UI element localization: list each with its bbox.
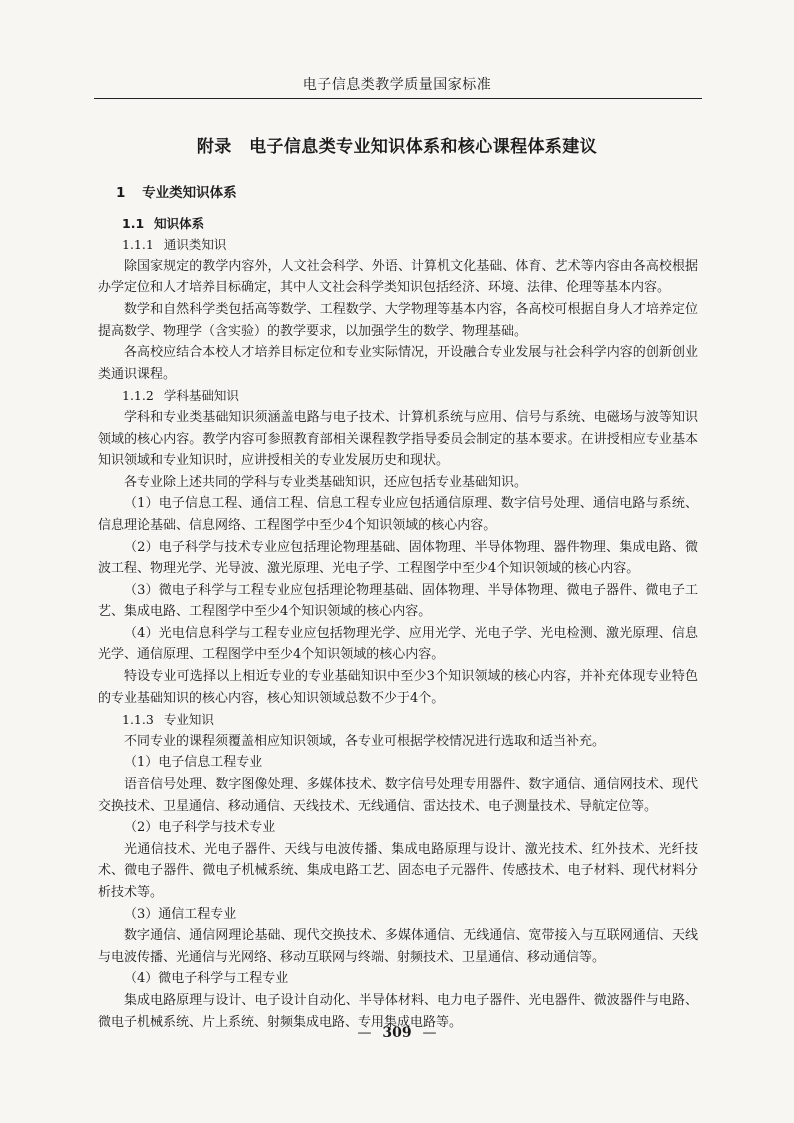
paragraph: （3）微电子科学与工程专业应包括理论物理基础、固体物理、半导体物理、微电子器件、微电子工艺、集成电路、工程图学中至少4个知识领域的核心内容。 xyxy=(98,582,698,620)
document-body xyxy=(98,183,698,1033)
footer-dash: — xyxy=(422,1025,437,1041)
list-heading: （4）微电子科学与工程专业 xyxy=(124,971,289,987)
page-number: 309 xyxy=(382,1025,412,1041)
list-heading: （1）电子信息工程专业 xyxy=(124,755,263,771)
paragraph: 各高校应结合本校人才培养目标定位和专业实际情况，开设融合专业发展与社会科学内容的创新创业类通识课程。 xyxy=(98,345,698,382)
paragraph: （1）电子信息工程、通信工程、信息工程专业应包括通信原理、数字信号处理、通信电路与系统、信息理论基础、信息网络、工程图学中至少4个知识领域的核心内容。 xyxy=(98,496,698,533)
footer-dash: — xyxy=(357,1025,372,1041)
section-title: 知识体系 xyxy=(154,215,205,231)
paragraph: 语音信号处理、数字图像处理、多媒体技术、数字信号处理专用器件、数字通信、通信网技术、现代交换技术、卫星通信、移动通信、天线技术、无线通信、雷达技术、电子测量技术、导航定位等。 xyxy=(98,777,698,814)
appendix-title: 附录 电子信息类专业知识体系和核心课程体系建议 xyxy=(196,137,598,157)
header-rule xyxy=(94,98,702,99)
paragraph: （4）光电信息科学与工程专业应包括物理光学、应用光学、光电子学、光电检测、激光原理、信息光学、通信原理、工程图学中至少4个知识领域的核心内容。 xyxy=(98,625,698,663)
section-title: 专业类知识体系 xyxy=(142,185,237,201)
section-title: 学科基础知识 xyxy=(163,388,239,404)
paragraph: （2）电子科学与技术专业应包括理论物理基础、固体物理、半导体物理、器件物理、集成电路、微波工程、物理光学、光导波、激光原理、光电子学、工程图学中至少4个知识领域的核心内容。 xyxy=(98,539,698,577)
section-number: 1.1 xyxy=(122,215,145,231)
paragraph: 数字通信、通信网理论基础、现代交换技术、多媒体通信、无线通信、宽带接入与互联网通信、天线与电波传播、光通信与光网络、移动互联网与终端、射频技术、卫星通信、移动通信等。 xyxy=(98,928,698,965)
section-number: 1 xyxy=(116,185,126,201)
section-title: 专业知识 xyxy=(163,712,214,728)
list-heading: （2）电子科学与技术专业 xyxy=(124,820,276,836)
paragraph: 学科和专业类基础知识须涵盖电路与电子技术、计算机系统与应用、信号与系统、电磁场与波等知识领域的核心内容。教学内容可参照教育部相关课程教学指导委员会制定的基本要求。在讲授相应专业基本知识领域和专业知识时，应讲授相关的专业发展历史和现状。 xyxy=(98,409,698,469)
section-number: 1.1.2 xyxy=(122,388,154,404)
section-heading-1-1-1 xyxy=(122,234,698,256)
paragraph: 特设专业可选择以上相近专业的专业基础知识中至少3个知识领域的核心内容，并补充体现专业特色的专业基础知识的核心内容，核心知识领域总数不少于4个。 xyxy=(98,669,698,706)
paragraph: 除国家规定的教学内容外，人文社会科学、外语、计算机文化基础、体育、艺术等内容由各高校根据办学定位和人才培养目标确定，其中人文社会科学类知识包括经济、环境、法律、伦理等基本内容。 xyxy=(98,258,698,296)
section-heading-1 xyxy=(116,183,698,205)
paragraph: 光通信技术、光电子器件、天线与电波传播、集成电路原理与设计、激光技术、红外技术、光纤技术、微电子器件、微电子机械系统、集成电路工艺、固态电子元器件、传感技术、电子材料、现代材料分析技术等。 xyxy=(98,841,698,900)
list-heading: （3）通信工程专业 xyxy=(124,906,237,922)
section-heading-1-1-2 xyxy=(122,385,698,407)
paragraph: 各专业除上述共同的学科与专业类基础知识，还应包括专业基础知识。 xyxy=(124,474,528,490)
section-title: 通识类知识 xyxy=(163,237,227,253)
paragraph: 不同专业的课程须覆盖相应知识领域，各专业可根据学校情况进行选取和适当补充。 xyxy=(124,733,606,749)
paragraph: 集成电路原理与设计、电子设计自动化、半导体材料、电力电子器件、光电器件、微波器件与电路、微电子机械系统、片上系统、射频集成电路、专用集成电路等。 xyxy=(98,992,698,1030)
section-heading-1-1 xyxy=(122,213,698,235)
page-footer xyxy=(0,1025,794,1041)
running-header: 电子信息类教学质量国家标准 xyxy=(302,77,492,93)
section-number: 1.1.3 xyxy=(122,712,154,728)
section-heading-1-1-3 xyxy=(122,709,698,731)
paragraph: 数学和自然科学类包括高等数学、工程数学、大学物理等基本内容，各高校可根据自身人才培养定位提高数学、物理学（含实验）的教学要求，以加强学生的数学、物理基础。 xyxy=(98,301,698,339)
section-number: 1.1.1 xyxy=(122,237,154,253)
